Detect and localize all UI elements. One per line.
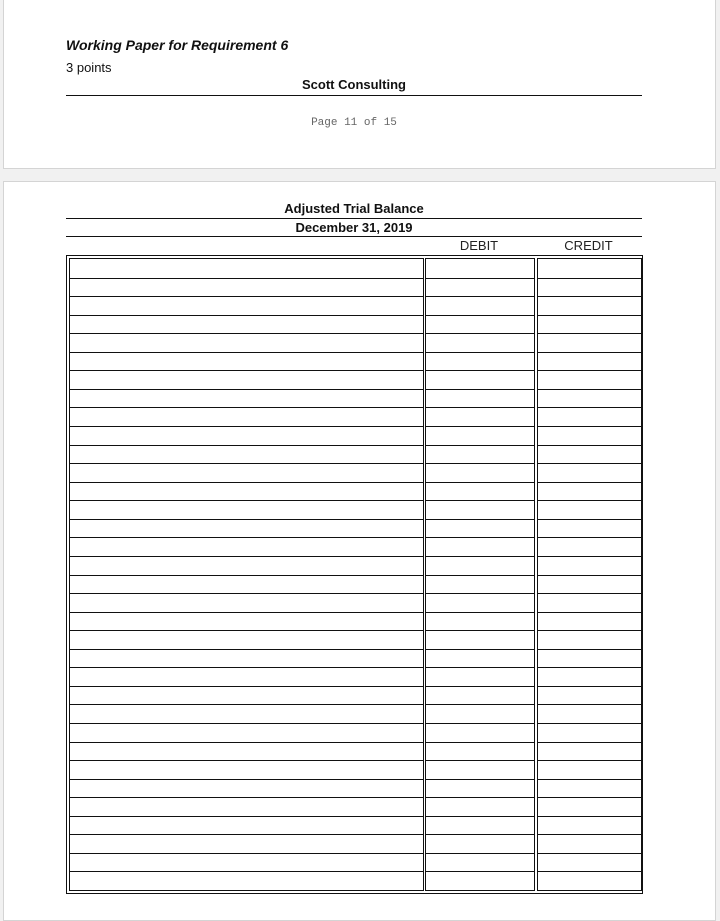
credit-cell[interactable] (538, 723, 641, 724)
debit-cell[interactable] (426, 500, 534, 501)
account-cell[interactable] (70, 853, 423, 854)
credit-cell[interactable] (538, 389, 641, 390)
credit-cell[interactable] (538, 779, 641, 780)
debit-cell[interactable] (426, 630, 534, 631)
account-cell[interactable] (70, 575, 423, 576)
debit-cell[interactable] (426, 296, 534, 297)
account-cell[interactable] (70, 519, 423, 520)
credit-cell[interactable] (538, 370, 641, 371)
debit-cell[interactable] (426, 779, 534, 780)
account-cell[interactable] (70, 333, 423, 334)
account-cell[interactable] (70, 630, 423, 631)
debit-cell[interactable] (426, 649, 534, 650)
debit-cell[interactable] (426, 537, 534, 538)
account-cell[interactable] (70, 352, 423, 353)
statement-title: Adjusted Trial Balance (284, 201, 424, 216)
credit-cell[interactable] (538, 482, 641, 483)
credit-cell[interactable] (538, 593, 641, 594)
account-cell[interactable] (70, 445, 423, 446)
debit-cell[interactable] (426, 519, 534, 520)
credit-cell[interactable] (538, 742, 641, 743)
credit-cell[interactable] (538, 760, 641, 761)
account-cell[interactable] (70, 686, 423, 687)
credit-cell[interactable] (538, 556, 641, 557)
points-label: 3 points (66, 60, 112, 75)
account-cell[interactable] (70, 407, 423, 408)
account-cell[interactable] (70, 537, 423, 538)
credit-cell[interactable] (538, 333, 641, 334)
account-cell[interactable] (70, 296, 423, 297)
debit-cell[interactable] (426, 853, 534, 854)
credit-cell[interactable] (538, 500, 641, 501)
credit-cell[interactable] (538, 797, 641, 798)
account-cell[interactable] (70, 779, 423, 780)
account-cell[interactable] (70, 370, 423, 371)
account-cell[interactable] (70, 315, 423, 316)
account-cell[interactable] (70, 278, 423, 279)
credit-cell[interactable] (538, 426, 641, 427)
credit-cell[interactable] (538, 407, 641, 408)
debit-cell[interactable] (426, 686, 534, 687)
debit-cell[interactable] (426, 593, 534, 594)
company-underline (66, 95, 642, 96)
account-cell[interactable] (70, 760, 423, 761)
credit-cell[interactable] (538, 537, 641, 538)
page-indicator: Page 11 of 15 (311, 117, 397, 129)
debit-column-header: DEBIT (459, 238, 499, 253)
account-cell[interactable] (70, 667, 423, 668)
account-cell[interactable] (70, 593, 423, 594)
debit-cell[interactable] (426, 463, 534, 464)
trial-balance-grid (66, 255, 643, 894)
debit-cell[interactable] (426, 407, 534, 408)
credit-cell[interactable] (538, 649, 641, 650)
account-cell[interactable] (70, 426, 423, 427)
debit-cell[interactable] (426, 704, 534, 705)
credit-cell[interactable] (538, 445, 641, 446)
credit-cell[interactable] (538, 575, 641, 576)
credit-cell[interactable] (538, 667, 641, 668)
debit-cell[interactable] (426, 742, 534, 743)
account-cell[interactable] (70, 834, 423, 835)
working-paper-page-top (3, 0, 716, 169)
debit-cell[interactable] (426, 389, 534, 390)
credit-column-header: CREDIT (564, 238, 613, 253)
credit-cell[interactable] (538, 686, 641, 687)
trial-balance-page (3, 181, 716, 921)
debit-cell[interactable] (426, 575, 534, 576)
debit-cell[interactable] (426, 667, 534, 668)
debit-cell[interactable] (426, 871, 534, 872)
requirement-title: Working Paper for Requirement 6 (66, 37, 289, 53)
credit-cell[interactable] (538, 352, 641, 353)
company-name: Scott Consulting (302, 77, 406, 92)
debit-cell[interactable] (426, 278, 534, 279)
credit-cell[interactable] (538, 612, 641, 613)
debit-cell[interactable] (426, 612, 534, 613)
account-cell[interactable] (70, 612, 423, 613)
debit-cell[interactable] (426, 760, 534, 761)
account-cell[interactable] (70, 649, 423, 650)
credit-cell[interactable] (538, 704, 641, 705)
credit-cell[interactable] (538, 278, 641, 279)
account-cell[interactable] (70, 556, 423, 557)
debit-cell[interactable] (426, 556, 534, 557)
debit-cell[interactable] (426, 816, 534, 817)
title-rule (66, 218, 642, 219)
credit-cell[interactable] (538, 463, 641, 464)
credit-cell[interactable] (538, 816, 641, 817)
account-cell[interactable] (70, 871, 423, 872)
account-title-column (69, 258, 424, 891)
account-cell[interactable] (70, 482, 423, 483)
debit-cell[interactable] (426, 370, 534, 371)
debit-cell[interactable] (426, 352, 534, 353)
debit-cell[interactable] (426, 482, 534, 483)
debit-cell[interactable] (426, 333, 534, 334)
account-cell[interactable] (70, 463, 423, 464)
credit-cell[interactable] (538, 296, 641, 297)
credit-cell[interactable] (538, 871, 641, 872)
credit-column (537, 258, 642, 891)
credit-cell[interactable] (538, 853, 641, 854)
account-cell[interactable] (70, 742, 423, 743)
account-cell[interactable] (70, 500, 423, 501)
account-cell[interactable] (70, 389, 423, 390)
account-cell[interactable] (70, 797, 423, 798)
credit-cell[interactable] (538, 519, 641, 520)
account-cell[interactable] (70, 704, 423, 705)
debit-cell[interactable] (426, 426, 534, 427)
credit-cell[interactable] (538, 630, 641, 631)
statement-date: December 31, 2019 (295, 220, 413, 235)
debit-cell[interactable] (426, 315, 534, 316)
credit-cell[interactable] (538, 315, 641, 316)
debit-cell[interactable] (426, 445, 534, 446)
debit-cell[interactable] (426, 834, 534, 835)
credit-cell[interactable] (538, 834, 641, 835)
debit-cell[interactable] (426, 723, 534, 724)
debit-column (425, 258, 535, 891)
account-cell[interactable] (70, 816, 423, 817)
date-rule (66, 236, 642, 237)
debit-cell[interactable] (426, 797, 534, 798)
account-cell[interactable] (70, 723, 423, 724)
